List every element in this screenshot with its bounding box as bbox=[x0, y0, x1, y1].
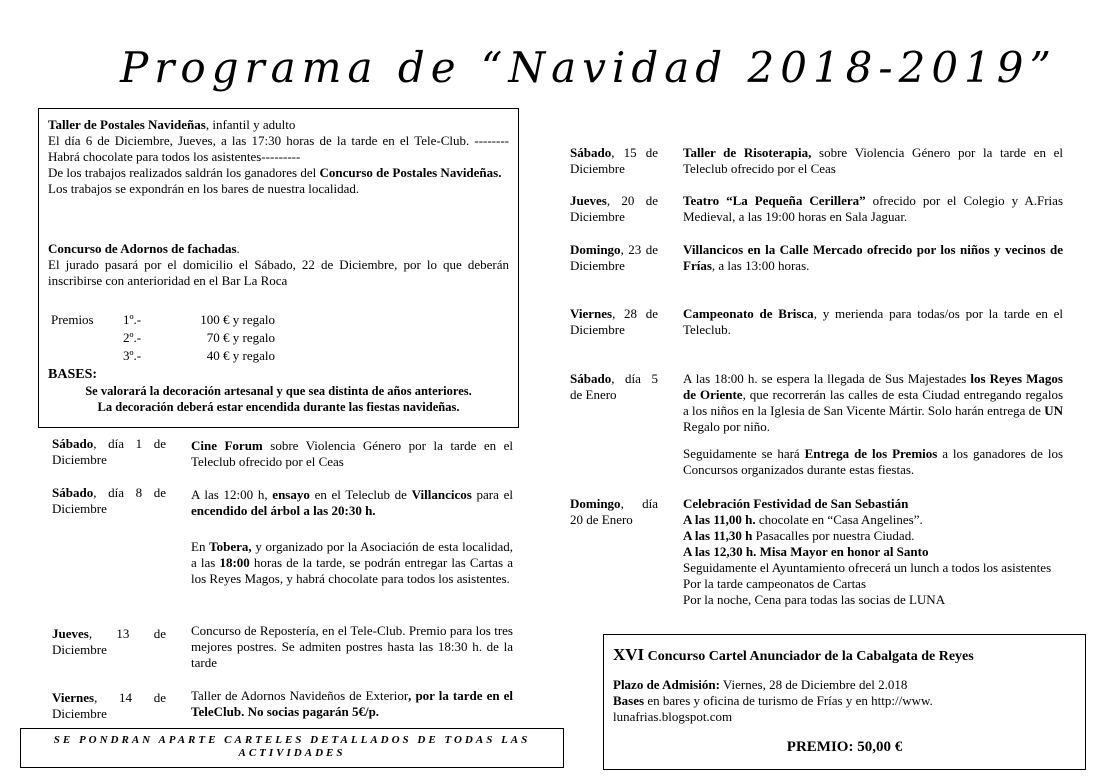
event-description: En Tobera, y organizado por la Asociación de esta localidad, a las 18:00 horas de la tarde, se podrán entregar las Cartas a los Reyes Magos, y habrá chocolate para todos los asistentes. bbox=[191, 539, 513, 586]
postales-heading-rest: , infantil y adulto bbox=[205, 117, 296, 132]
date-rest: , 13 de Diciembre bbox=[52, 626, 166, 657]
event-description bbox=[191, 438, 513, 470]
prize-row bbox=[51, 311, 275, 329]
premios-label: Premios bbox=[51, 312, 94, 327]
date-rest: , día 20 de Enero bbox=[570, 496, 658, 527]
date-weekday: Domingo bbox=[570, 242, 621, 257]
prize-place: 3º.- bbox=[123, 348, 142, 363]
prize-row bbox=[51, 347, 275, 365]
event-description: Celebración Festividad de San Sebastián A las 11,00 h. chocolate en “Casa Angelines”. A las 11,30 h Pasacalles por nuestra Ciudad. A las 12,30 h. Misa Mayor en honor al Santo Seguidamente el Ayuntamiento ofrecerá un lunch a todos los asistentes Por la tarde campeonatos de Cartas Por la noche, Cena para todas las socias de LUNA bbox=[683, 496, 1052, 607]
date-weekday: Sábado bbox=[570, 145, 612, 160]
event-title: Cine Forum bbox=[191, 438, 263, 453]
event-date bbox=[570, 496, 658, 528]
workshop-box bbox=[38, 108, 519, 428]
prizes-table bbox=[51, 311, 275, 365]
page-title: Programa de “Navidad 2018-2019” bbox=[120, 43, 1057, 92]
footer-note-text: SE PONDRAN APARTE CARTELES DETALLADOS DE TODAS LAS ACTIVIDADES bbox=[53, 734, 531, 759]
date-rest: , día 1 de Diciembre bbox=[52, 436, 166, 467]
event-date bbox=[570, 371, 658, 403]
postales-line3: Los trabajos se expondrán en los bares de nuestra localidad. bbox=[48, 181, 360, 196]
event-date bbox=[570, 193, 658, 225]
date-rest: , 14 de Diciembre bbox=[52, 690, 166, 721]
bases-section bbox=[48, 367, 509, 415]
date-rest: , día 8 de Diciembre bbox=[52, 485, 166, 516]
event-date bbox=[52, 436, 166, 468]
prize-place: 2º.- bbox=[123, 330, 142, 345]
event-description: Villancicos en la Calle Mercado ofrecido por los niños y vecinos de Frías, a las 13:00 horas. bbox=[683, 242, 1063, 273]
event-description: Taller de Adornos Navideños de Exterior, por la tarde en el TeleClub. No socias pagarán 5€/p. bbox=[191, 688, 513, 719]
event-date bbox=[52, 485, 166, 517]
adornos-text: El jurado pasará por el domicilio el Sábado, 22 de Diciembre, por lo que deberán inscribirse con anterioridad en el Bar La Roca bbox=[48, 257, 509, 288]
contest-prize: PREMIO: 50,00 € bbox=[786, 739, 903, 755]
postales-line2-pre: De los trabajos realizados saldrán los ganadores del bbox=[48, 165, 320, 180]
date-weekday: Jueves bbox=[52, 626, 89, 641]
event-date bbox=[570, 242, 658, 274]
event-date bbox=[52, 626, 166, 658]
prize-amount: 40 € y regalo bbox=[206, 348, 275, 363]
date-rest: , día 5 de Enero bbox=[570, 371, 658, 402]
event-date bbox=[52, 690, 166, 722]
poster-contest-box bbox=[603, 634, 1086, 770]
postales-heading: Taller de Postales Navideñas bbox=[48, 117, 206, 132]
date-rest: , 15 de Diciembre bbox=[570, 145, 658, 176]
adornos-heading-rest: . bbox=[236, 241, 240, 256]
date-weekday: Domingo bbox=[570, 496, 621, 511]
adornos-section bbox=[48, 241, 509, 289]
bases-line2: La decoración deberá estar encendida durante las fiestas navideñas. bbox=[97, 400, 460, 414]
event-description: Seguidamente se hará Entrega de los Premios a los ganadores de los Concursos organizados durante estas fiestas. bbox=[683, 446, 1064, 477]
date-weekday: Sábado bbox=[570, 371, 612, 386]
event-description: Taller de Risoterapia, sobre Violencia Género por la tarde en el Teleclub ofrecido por el Ceas bbox=[683, 145, 1064, 176]
contest-title: XVI Concurso Cartel Anunciador de la Cabalgata de Reyes bbox=[613, 645, 974, 664]
event-description: A las 12:00 h, ensayo en el Teleclub de Villancicos para el encendido del árbol a las 20:30 h. bbox=[191, 487, 513, 518]
event-date bbox=[570, 145, 658, 177]
date-weekday: Sábado bbox=[52, 485, 94, 500]
date-rest: , 23 de Diciembre bbox=[570, 242, 658, 273]
date-weekday: Sábado bbox=[52, 436, 94, 451]
postales-section bbox=[48, 117, 509, 197]
bases-line1: Se valorará la decoración artesanal y que sea distinta de años anteriores. bbox=[85, 384, 472, 398]
date-rest: , 28 de Diciembre bbox=[570, 306, 658, 337]
prize-place: 1º.- bbox=[123, 312, 142, 327]
event-description: Concurso de Repostería, en el Tele-Club. Premio para los tres mejores postres. Se admiten postres hasta las 18:30 h. de la tarde bbox=[191, 623, 513, 670]
event-description: Teatro “La Pequeña Cerillera” ofrecido por el Colegio y A.Frias Medieval, a las 19:00 horas en Sala Jaguar. bbox=[683, 193, 1063, 224]
date-rest: , 20 de Diciembre bbox=[570, 193, 658, 224]
prize-amount: 70 € y regalo bbox=[206, 330, 275, 345]
prize-amount: 100 € y regalo bbox=[200, 312, 275, 327]
contest-details: Plazo de Admisión: Viernes, 28 de Diciembre del 2.018 Bases en bares y oficina de turismo de Frías y en http://www. lunafrias.blogspot.com bbox=[613, 677, 933, 724]
footer-note bbox=[20, 728, 564, 768]
adornos-heading: Concurso de Adornos de fachadas bbox=[48, 241, 237, 256]
event-text: sobre Violencia Género por la tarde en el Teleclub ofrecido por el Ceas bbox=[191, 438, 513, 469]
postales-line2-bold: Concurso de Postales Navideñas. bbox=[319, 165, 502, 180]
event-description: Campeonato de Brisca, y merienda para todas/os por la tarde en el Teleclub. bbox=[683, 306, 1063, 337]
postales-line1: El día 6 de Diciembre, Jueves, a las 17:30 horas de la tarde en el Tele-Club. --------Habrá chocolate para todos los asistentes--------- bbox=[48, 133, 509, 164]
date-weekday: Viernes bbox=[570, 306, 613, 321]
event-description: A las 18:00 h. se espera la llegada de Sus Majestades los Reyes Magos de Oriente, que recorrerán las calles de esta Ciudad entregando regalos a los niños en la Iglesia de San Vicente Mártir. Solo harán entrega de UN Regalo por niño. bbox=[683, 371, 1063, 434]
bases-label: BASES: bbox=[48, 367, 98, 382]
prize-row bbox=[51, 329, 275, 347]
date-weekday: Jueves bbox=[570, 193, 607, 208]
date-weekday: Viernes bbox=[52, 690, 95, 705]
event-date bbox=[570, 306, 658, 338]
